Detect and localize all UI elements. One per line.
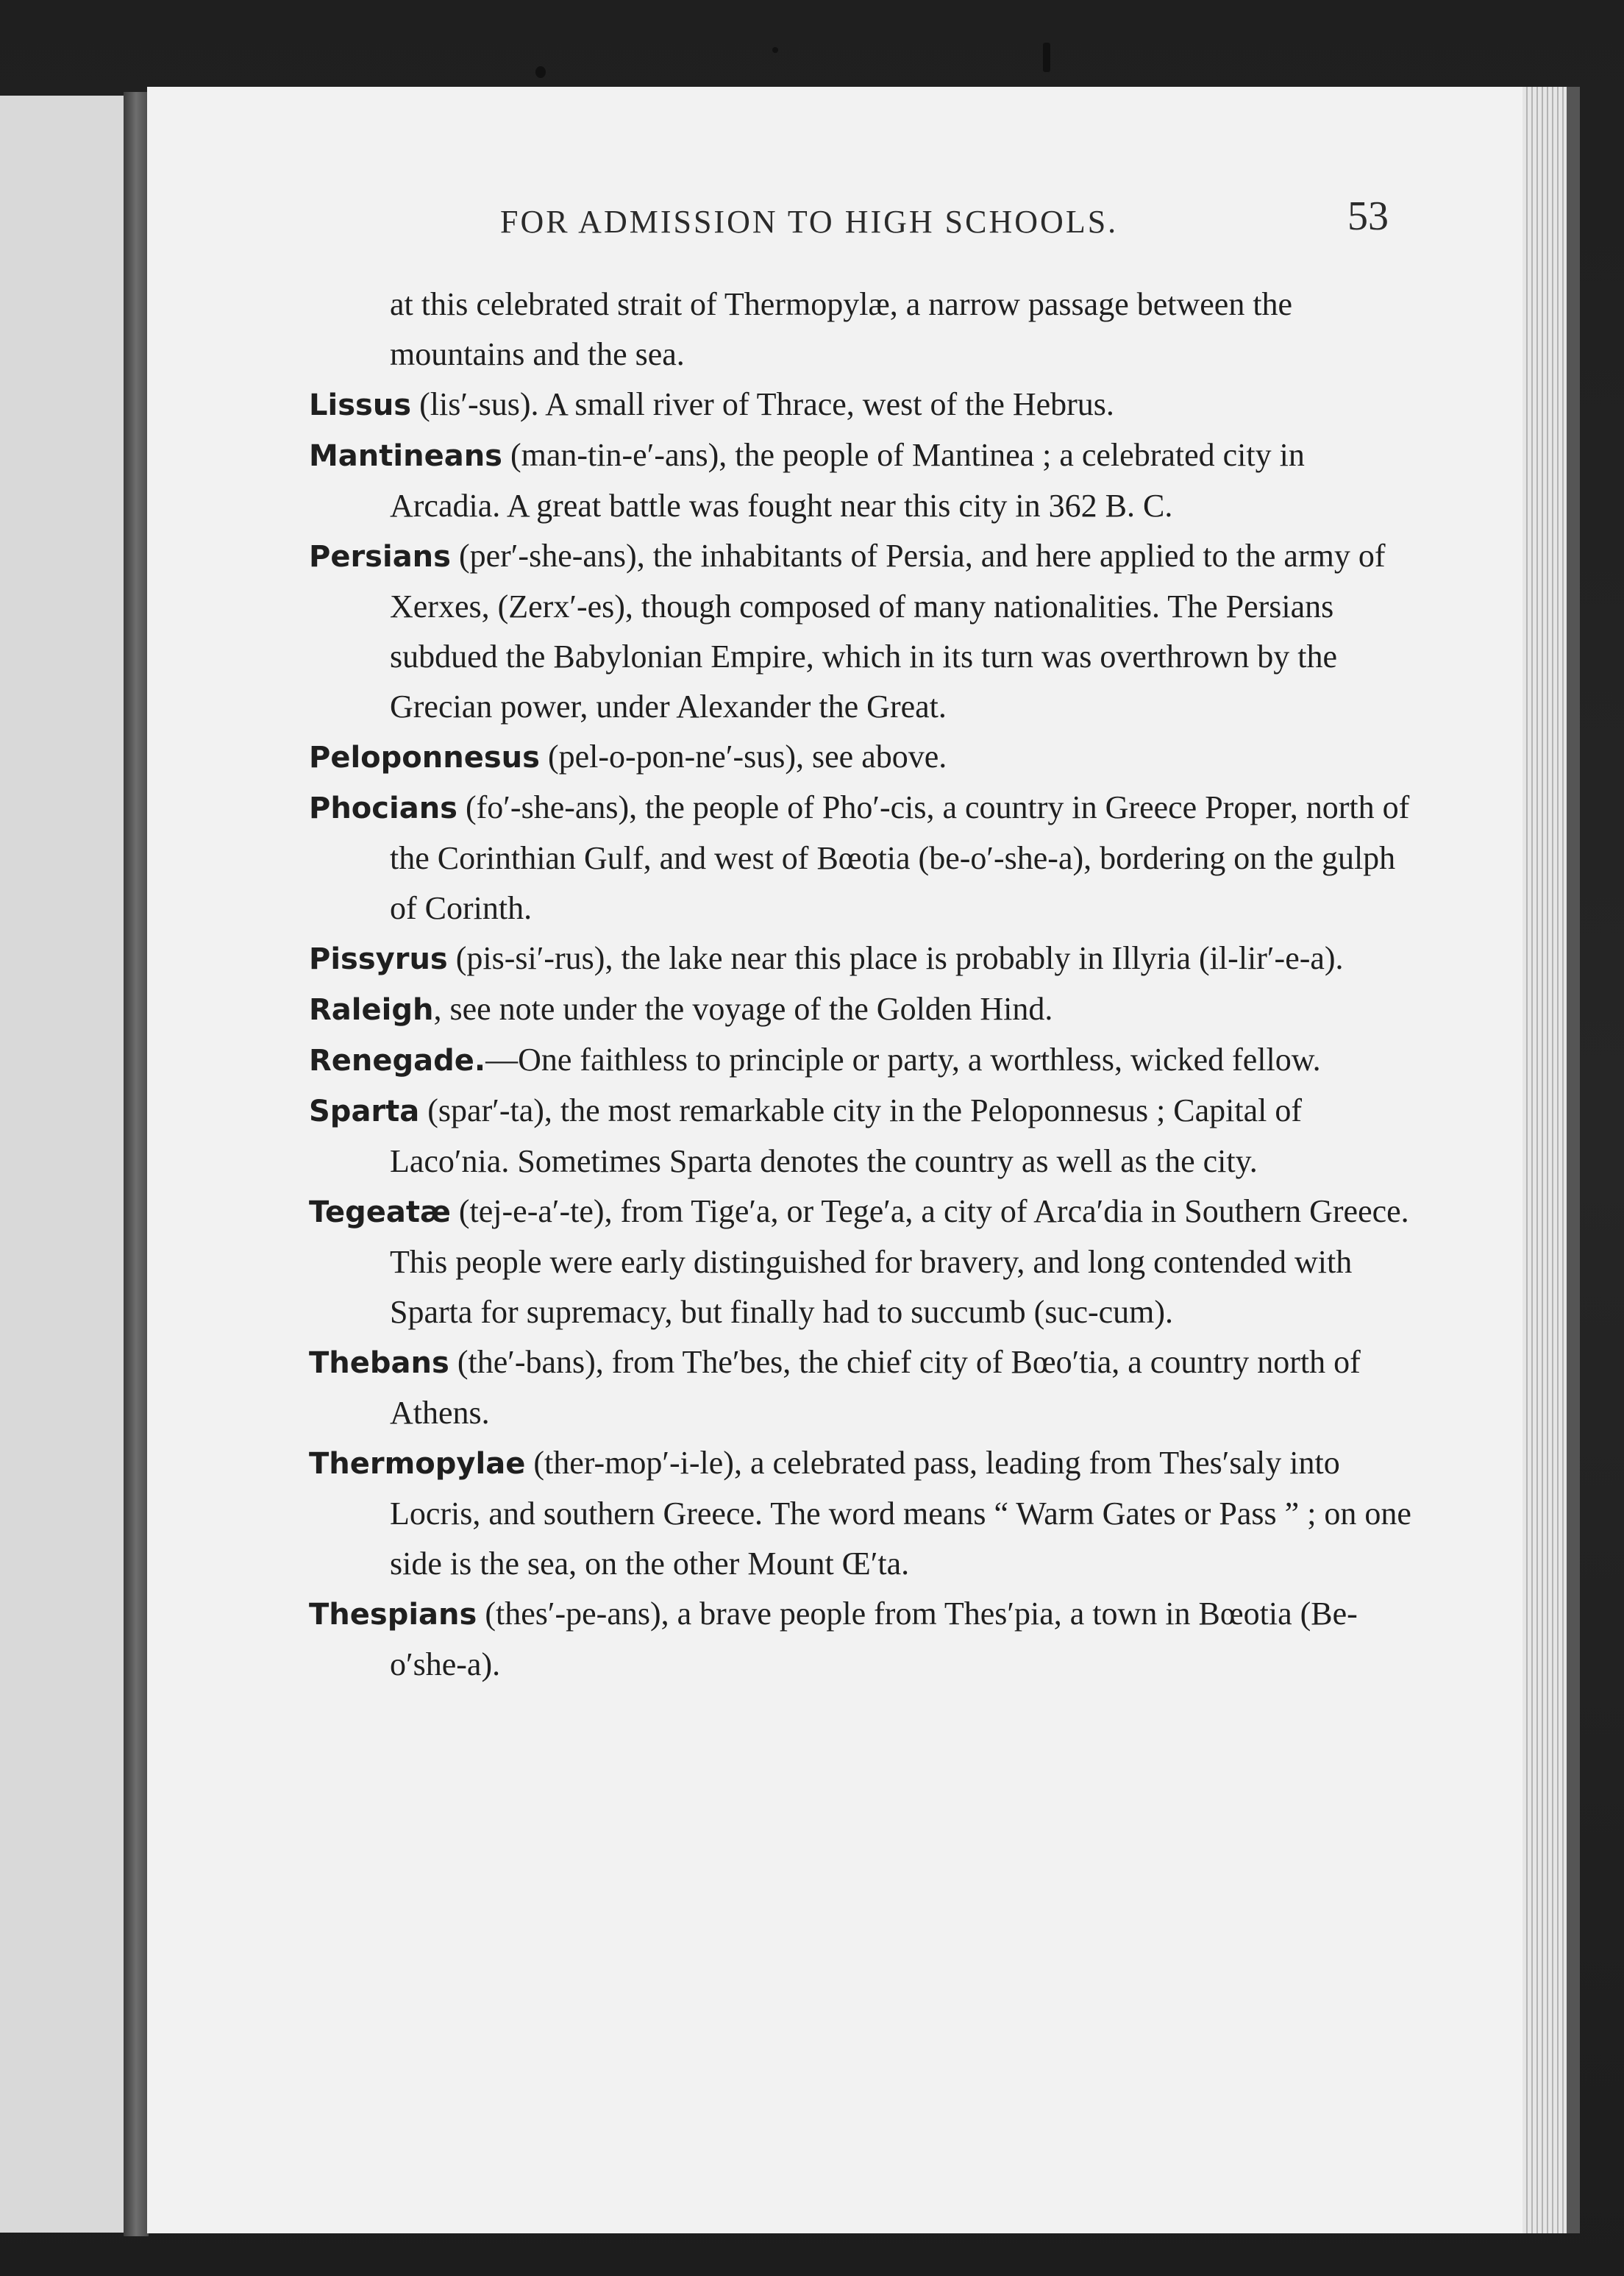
glossary-entry [309, 531, 1412, 732]
entry-text: (lis′-sus). A small river of Thrace, west of the Hebrus. [411, 386, 1114, 422]
glossary-entry [309, 1187, 1412, 1337]
glossary-entry [309, 430, 1412, 531]
glossary-entry [309, 1035, 1412, 1086]
glossary-entry [309, 1438, 1412, 1589]
entry-text: (thes′-pe-ans), a brave people from Thes′pia, a town in Bœotia (Be-o′she-a). [390, 1596, 1358, 1682]
glossary-entry [309, 732, 1412, 783]
running-head: FOR ADMISSION TO HIGH SCHOOLS. [500, 204, 1119, 240]
entry-text: (ther-mop′-i-le), a celebrated pass, leading from Thes′saly into Locris, and southern Greece. The word means “ Warm Gates or Pass ” ; on one side is the sea, on the other Mount Œ′ta. [390, 1445, 1411, 1582]
entry-text: at this celebrated strait of Thermopylæ, a narrow passage between the mountains and the sea. [390, 286, 1293, 372]
entry-term: Renegade. [309, 1044, 486, 1078]
page-edge-shadow [1567, 87, 1580, 2233]
entry-term: Phocians [309, 792, 457, 825]
scan-speck [772, 47, 778, 53]
entry-term: Tegeatæ [309, 1195, 451, 1229]
entry-text: , see note under the voyage of the Golden Hind. [433, 991, 1053, 1027]
entry-term: Mantineans [309, 439, 502, 473]
entry-term: Pissyrus [309, 942, 448, 976]
previous-page-edge [0, 96, 127, 2233]
entry-text: (man-tin-e′-ans), the people of Mantinea ; a celebrated city in Arcadia. A great battle was fought near this city in 362 B. C. [390, 437, 1305, 524]
entry-text: (per′-she-ans), the inhabitants of Persia, and here applied to the army of Xerxes, (Zerx′-es), though composed of many nationalities. The Persians subdued the Babylonian Empire, which in its turn was overthrown by the Grecian power, under Alexander the Great. [390, 538, 1386, 725]
scan-speck [535, 66, 546, 78]
glossary-entry [309, 984, 1412, 1035]
page-edges [1522, 87, 1567, 2233]
entry-term: Thermopylae [309, 1447, 526, 1481]
entry-term: Sparta [309, 1095, 420, 1128]
page-number: 53 [1347, 193, 1389, 239]
glossary-entry [309, 1086, 1412, 1187]
entry-term: Thebans [309, 1346, 449, 1380]
entry-text: (tej-e-a′-te), from Tige′a, or Tege′a, a city of Arca′dia in Southern Greece. This people were early distinguished for bravery, and long contended with Sparta for supremacy, but finally had to succumb (suc-cum). [390, 1193, 1409, 1330]
entry-text: (spar′-ta), the most remarkable city in the Peloponnesus ; Capital of Laco′nia. Sometimes Sparta denotes the country as well as the city. [390, 1092, 1303, 1179]
entry-text: (the′-bans), from The′bes, the chief city of Bœo′tia, a country north of Athens. [390, 1344, 1361, 1431]
glossary-entry [309, 1589, 1412, 1690]
entry-text: (pis-si′-rus), the lake near this place is probably in Illyria (il-lir′-e-a). [447, 940, 1344, 976]
entry-term: Lissus [309, 388, 412, 422]
entry-term: Peloponnesus [309, 741, 540, 775]
entry-text: (pel-o-pon-ne′-sus), see above. [539, 739, 947, 775]
glossary-list [309, 280, 1412, 1690]
entry-text: —One faithless to principle or party, a worthless, wicked fellow. [485, 1042, 1321, 1078]
entry-text: (fo′-she-ans), the people of Pho′-cis, a country in Greece Proper, north of the Corinthian Gulf, and west of Bœotia (be-o′-she-a), bordering on the gulph of Corinth. [390, 789, 1410, 926]
glossary-entry [309, 783, 1412, 933]
book-gutter [124, 92, 149, 2236]
glossary-entry [309, 1337, 1412, 1438]
entry-term: Persians [309, 540, 451, 574]
glossary-entry [309, 933, 1412, 984]
entry-term: Raleigh [309, 993, 434, 1027]
entry-term: Thespians [309, 1598, 477, 1632]
glossary-entry-continuation [309, 280, 1412, 380]
scan-speck [1043, 43, 1050, 72]
glossary-entry [309, 380, 1412, 430]
